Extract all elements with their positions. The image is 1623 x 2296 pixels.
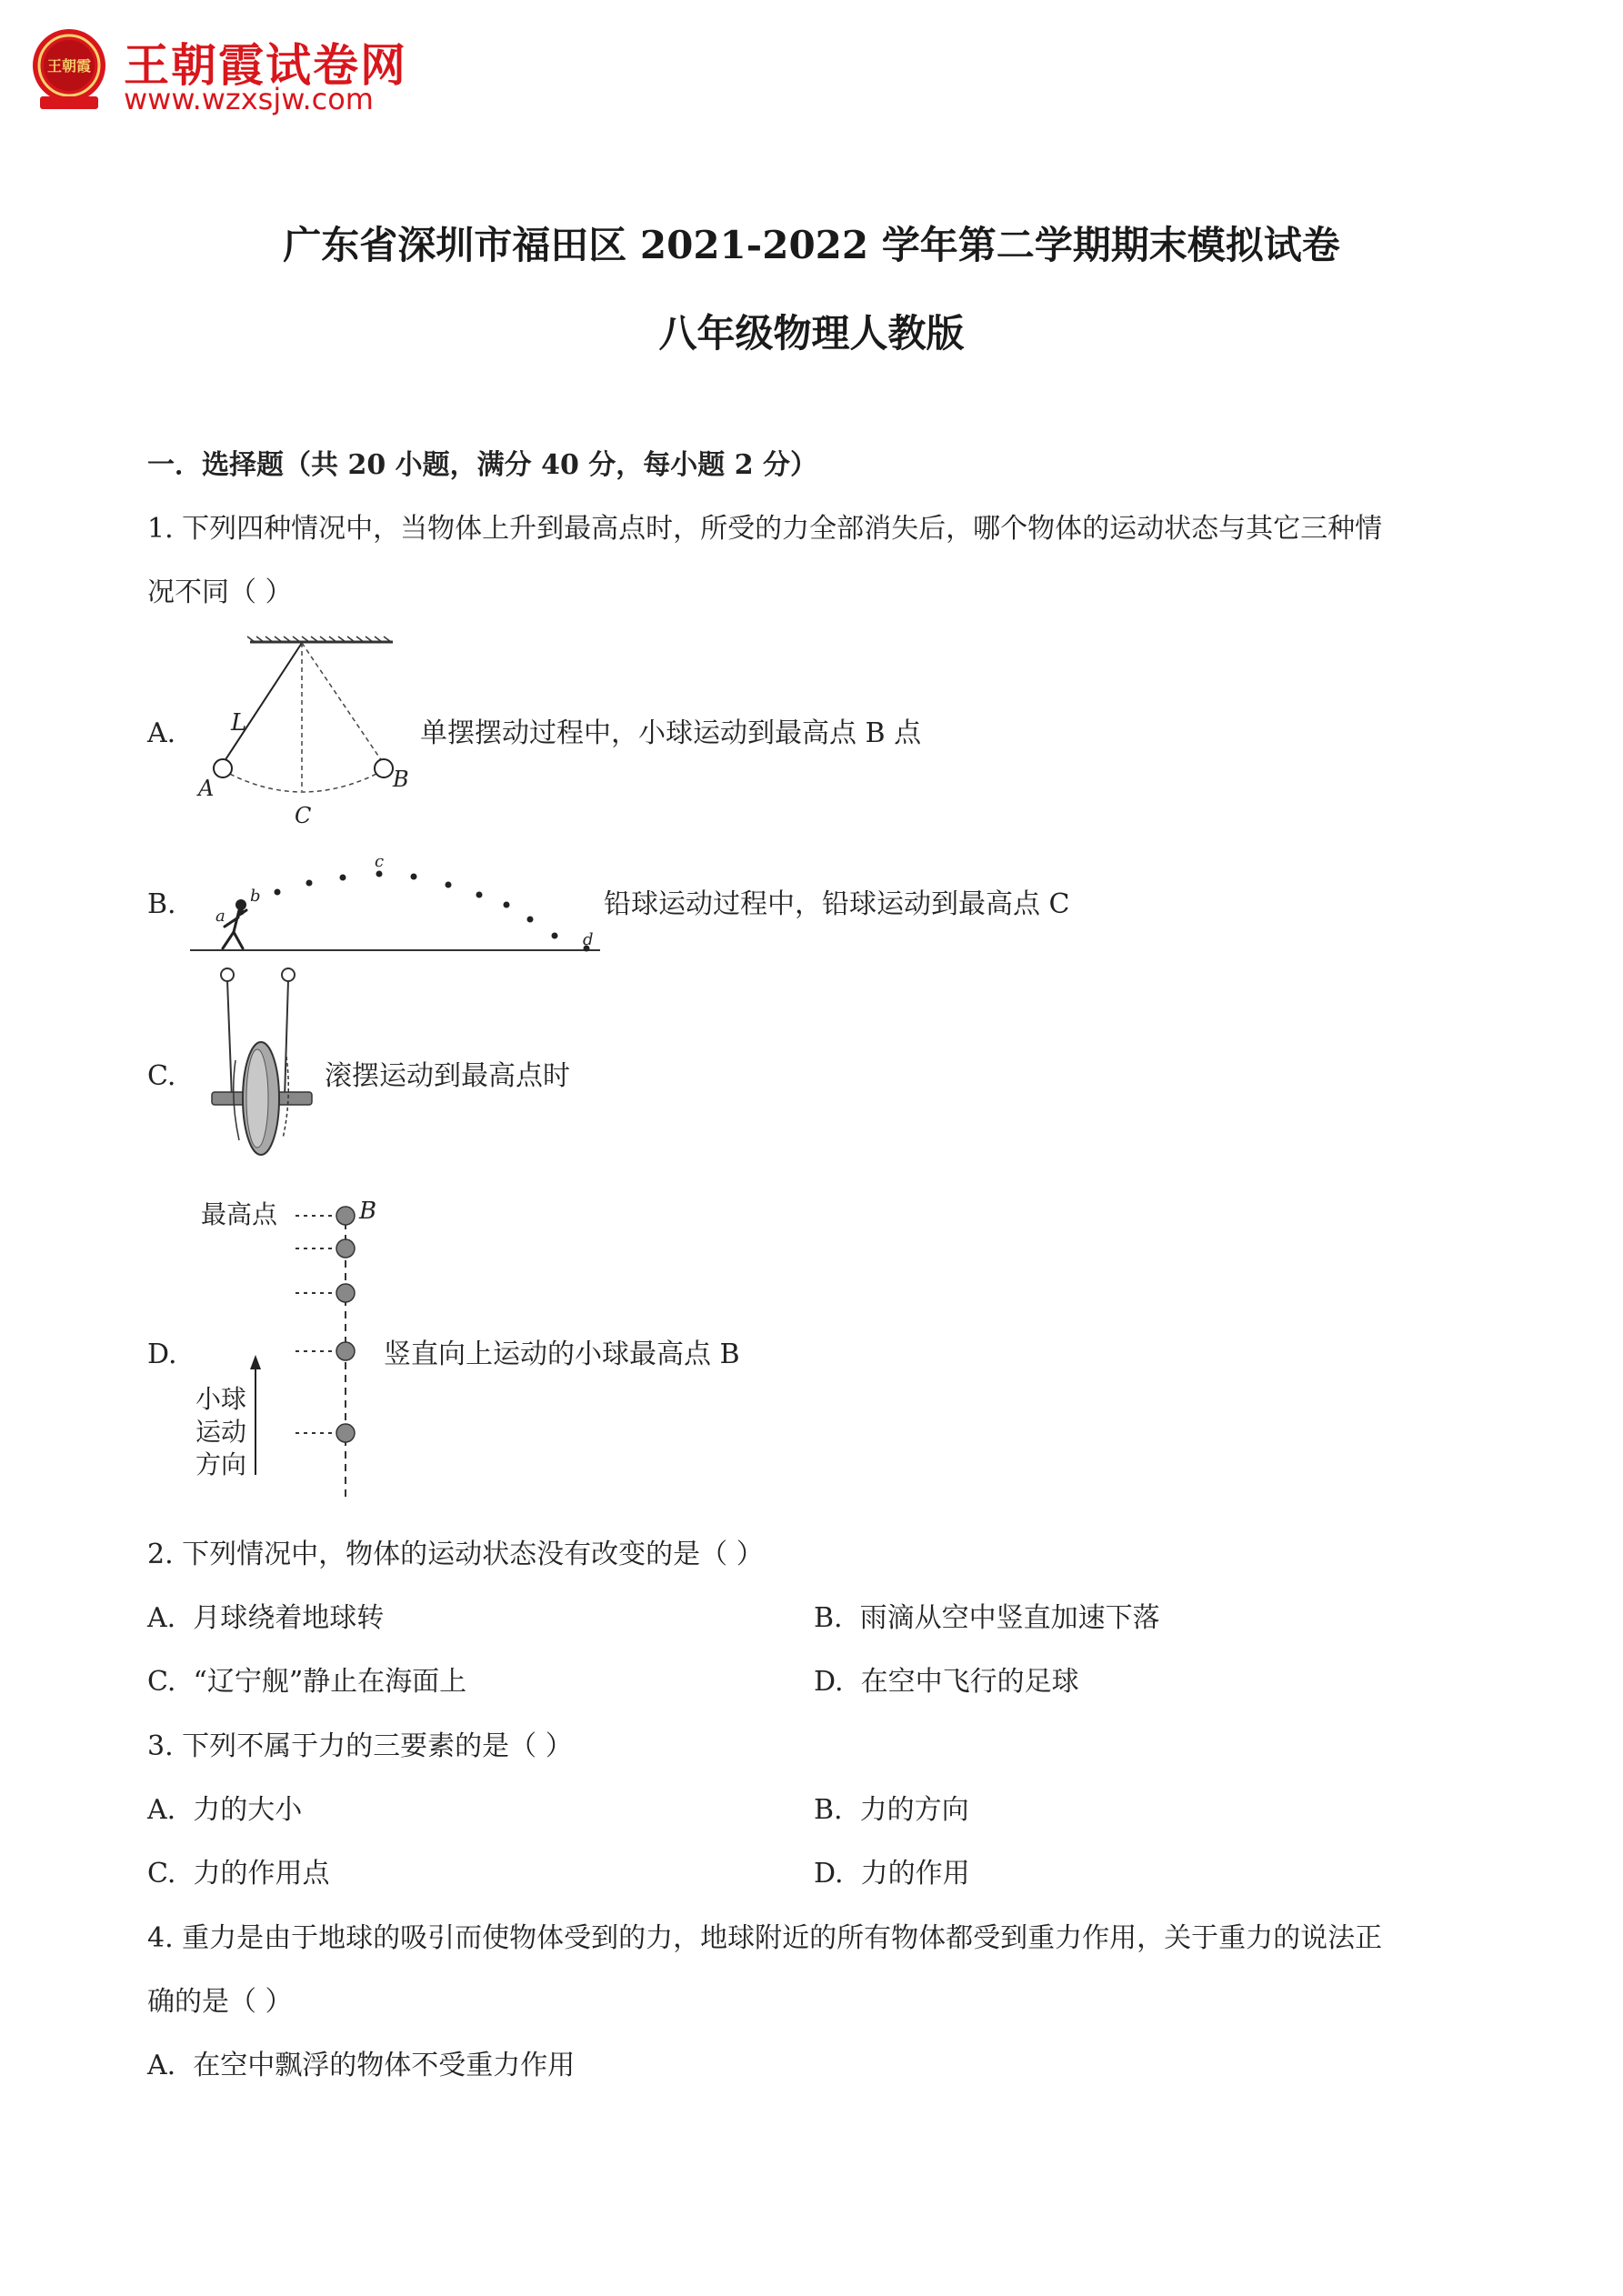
q3-option-a[interactable]: A. 力的大小 [147, 1794, 303, 1826]
athlete-icon [223, 899, 246, 948]
svg-text:b: b [250, 887, 261, 906]
vertical-ball-figure [186, 1191, 396, 1500]
q1-option-d-text[interactable]: 竖直向上运动的小球最高点 B [384, 1338, 740, 1370]
q3-option-c[interactable]: C. 力的作用点 [147, 1858, 330, 1890]
q3-option-b[interactable]: B. 力的方向 [814, 1794, 969, 1826]
shot-put-figure [186, 850, 605, 964]
svg-text:王朝霞: 王朝霞 [46, 57, 92, 75]
q1-option-a-letter[interactable]: A. [147, 717, 176, 749]
logo-url[interactable]: www.wzxsjw.com [124, 82, 374, 116]
pendulum-figure [191, 637, 409, 832]
q2-option-d[interactable]: D. 在空中飞行的足球 [814, 1666, 1079, 1698]
q4-option-a[interactable]: A. 在空中飘浮的物体不受重力作用 [147, 2050, 576, 2081]
q3-option-d[interactable]: D. 力的作用 [814, 1858, 970, 1890]
page-subtitle: 八年级物理人教版 [658, 311, 965, 356]
site-logo[interactable] [25, 25, 407, 125]
page-title: 广东省深圳市福田区 2021-2022 学年第二学期期末模拟试卷 [283, 223, 1340, 267]
logo-name: 王朝霞试卷网 [124, 39, 407, 92]
q1-stem-line1: 1. 下列四种情况中，当物体上升到最高点时，所受的力全部消失后，哪个物体的运动状态与其它三种情 [147, 513, 1383, 545]
q2-option-b[interactable]: B. 雨滴从空中竖直加速下落 [814, 1602, 1160, 1634]
q2-stem: 2. 下列情况中，物体的运动状态没有改变的是（ ） [147, 1539, 764, 1570]
maxwell-wheel-figure [205, 962, 323, 1180]
q2-option-a[interactable]: A. 月球绕着地球转 [147, 1602, 385, 1634]
q4-stem-line1: 4. 重力是由于地球的吸引而使物体受到的力，地球附近的所有物体都受到重力作用，关于重力的说法正 [147, 1922, 1383, 1954]
svg-text:B: B [359, 1198, 377, 1225]
q4-stem-line2: 确的是（ ） [147, 1986, 293, 2018]
svg-text:c: c [375, 852, 385, 871]
q1-stem-line2: 况不同（ ） [147, 577, 293, 608]
q3-stem: 3. 下列不属于力的三要素的是（ ） [147, 1730, 573, 1762]
q1-option-c-letter[interactable]: C. [147, 1060, 176, 1092]
svg-text:小球: 小球 [195, 1384, 247, 1414]
q1-option-d-letter[interactable]: D. [147, 1338, 177, 1370]
svg-text:a: a [215, 907, 225, 926]
svg-text:运动: 运动 [195, 1417, 247, 1447]
svg-text:最高点: 最高点 [201, 1199, 278, 1229]
q1-option-c-text[interactable]: 滚摆运动到最高点时 [325, 1060, 570, 1092]
svg-text:C: C [295, 803, 312, 828]
svg-text:B: B [393, 767, 409, 792]
q1-option-b-text[interactable]: 铅球运动过程中，铅球运动到最高点 C [604, 888, 1070, 920]
svg-text:L: L [231, 709, 247, 737]
logo-badge-icon [25, 25, 113, 113]
section-heading: 一．选择题（共 20 小题，满分 40 分，每小题 2 分） [147, 449, 818, 481]
q2-option-c[interactable]: C. “辽宁舰”静止在海面上 [147, 1666, 467, 1698]
svg-text:A: A [198, 776, 215, 801]
q1-option-b-letter[interactable]: B. [147, 888, 176, 920]
svg-text:方向: 方向 [195, 1449, 247, 1479]
q1-option-a-text[interactable]: 单摆摆动过程中，小球运动到最高点 B 点 [420, 717, 922, 749]
svg-text:d: d [583, 930, 594, 949]
